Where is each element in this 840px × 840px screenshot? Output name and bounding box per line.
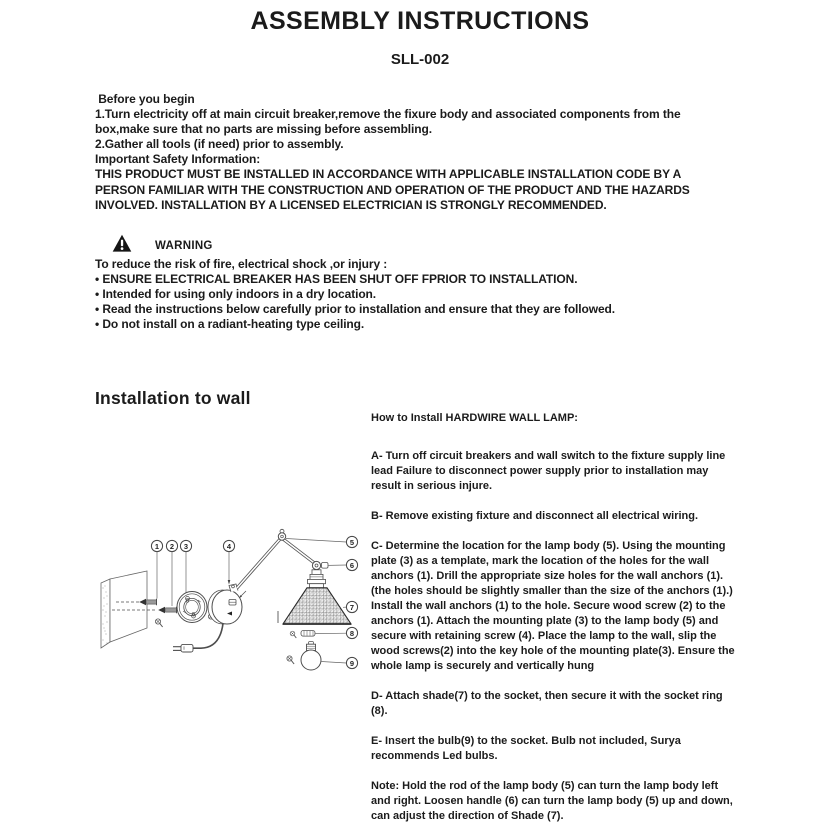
callout-3	[180, 540, 191, 551]
before-line: INVOLVED. INSTALLATION BY A LICENSED ELECTRICIAN IS STRONGLY RECOMMENDED.	[95, 197, 607, 212]
svg-text:4: 4	[226, 542, 232, 552]
callout-9	[346, 657, 357, 668]
before-line: PERSON FAMILIAR WITH THE CONSTRUCTION AND OPERATION OF THE PRODUCT AND THE HAZARDS	[95, 182, 690, 197]
socket-ring	[301, 631, 315, 637]
model-number: SLL-002	[390, 51, 450, 68]
callout-8	[346, 627, 357, 638]
svg-text:9: 9	[349, 659, 355, 669]
before-line: box,make sure that no parts are missing before assembling.	[95, 122, 432, 137]
step-b: B- Remove existing fixture and disconnect all electrical wiring.	[371, 510, 699, 522]
before-you-begin-section	[95, 92, 690, 213]
svg-text:2: 2	[169, 542, 175, 552]
mounting-plate	[177, 592, 207, 623]
callout-2	[166, 540, 177, 551]
before-line: THIS PRODUCT MUST BE INSTALLED IN ACCORDANCE WITH APPLICABLE INSTALLATION CODE BY A	[95, 167, 682, 182]
callout-4	[223, 540, 234, 551]
lamp-body	[208, 584, 246, 624]
warning-line: • Intended for using only indoors in a dry location.	[95, 287, 377, 302]
installation-diagram	[85, 518, 380, 686]
step-a: A- Turn off circuit breakers and wall switch to the fixture supply line lead Failure to disconnect power supply prior to installation may result in serious injure.	[371, 450, 726, 492]
step-d: D- Attach shade(7) to the socket, then secure it with the socket ring (8).	[371, 690, 723, 717]
svg-text:1: 1	[154, 542, 160, 552]
warning-line: To reduce the risk of fire, electrical shock ,or injury :	[95, 257, 388, 271]
howto-title: How to Install HARDWIRE WALL LAMP:	[371, 412, 578, 424]
lamp-shade	[278, 588, 351, 624]
before-line: Before you begin	[95, 92, 195, 106]
lamp-socket	[308, 570, 326, 588]
callout-6	[346, 559, 357, 570]
step-c: C- Determine the location for the lamp body (5). Using the mounting plate (3) as a template, mark the location of the holes for the wall anchors (1). Drill the appropriate size holes for the wall anchors (1). (the holes should be slightly smaller than the size of the anchors (1).) Install the wall anchors (1) to the hole. Secure wood screw (2) to the anchors (1). Attach the mounting plate (3) to the lamp body (5) and secure with retaining screw (4). Place the lamp to the wall, slip the wood screws(2) into the key hole of the mounting plate(3). Ensure the whole lamp is securely and vertically hung	[371, 540, 735, 672]
warning-label: WARNING	[155, 240, 213, 252]
before-line: Important Safety Information:	[95, 152, 261, 167]
svg-text:8: 8	[349, 629, 355, 639]
power-cord-plug	[173, 624, 223, 653]
callout-5	[346, 536, 357, 547]
step-note: Note: Hold the rod of the lamp body (5) can turn the lamp body left and right. Loosen handle (6) can turn the lamp body (5) up and down, can adjust the direction of Shade (7).	[371, 780, 733, 822]
svg-text:6: 6	[349, 561, 355, 571]
section-heading: Installation to wall	[95, 388, 251, 408]
warning-line: • Do not install on a radiant-heating type ceiling.	[95, 317, 365, 332]
svg-text:5: 5	[349, 538, 355, 548]
page-title: ASSEMBLY INSTRUCTIONS	[250, 7, 590, 35]
step-e: E- Insert the bulb(9) to the socket. Bulb not included, Surya recommends Led bulbs.	[371, 735, 681, 762]
callout-7	[346, 601, 357, 612]
warning-icon	[112, 234, 132, 253]
warning-line: • ENSURE ELECTRICAL BREAKER HAS BEEN SHUT OFF FPRIOR TO INSTALLATION.	[95, 272, 578, 287]
warning-header	[112, 234, 213, 253]
svg-text:7: 7	[349, 603, 355, 613]
before-line: 2.Gather all tools (if need) prior to assembly.	[95, 137, 344, 152]
wall	[101, 571, 147, 648]
installation-steps	[371, 411, 737, 839]
callout-1	[151, 540, 162, 551]
warning-section	[95, 257, 615, 332]
warning-line: • Read the instructions below carefully prior to installation and ensure that they are followed.	[95, 302, 616, 317]
svg-text:3: 3	[183, 542, 189, 552]
before-line: 1.Turn electricity off at main circuit breaker,remove the fixure body and associated components from the	[95, 107, 681, 122]
light-bulb	[301, 642, 321, 670]
